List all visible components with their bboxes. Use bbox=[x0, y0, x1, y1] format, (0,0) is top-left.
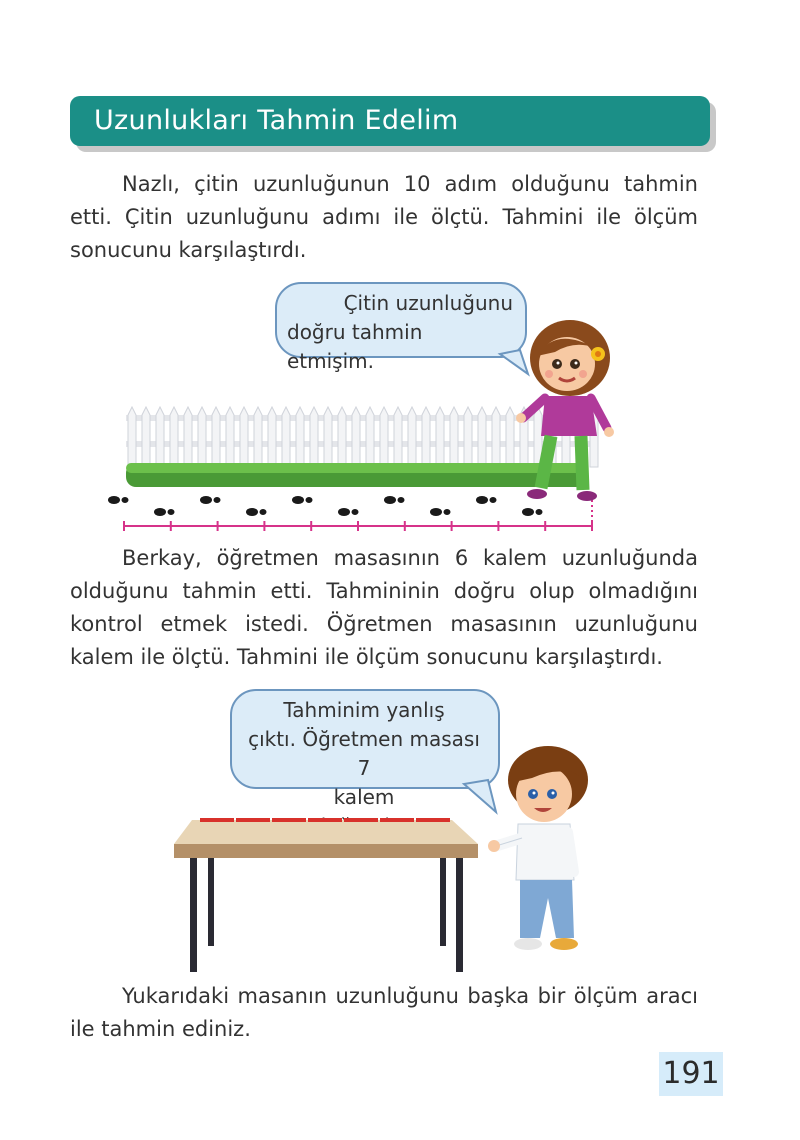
fence-picket bbox=[282, 407, 290, 467]
fence-picket bbox=[212, 407, 220, 467]
fence-picket bbox=[478, 407, 486, 467]
fence-picket bbox=[450, 407, 458, 467]
fence-picket bbox=[142, 407, 150, 467]
page-number-box bbox=[659, 1052, 723, 1096]
fence-picket bbox=[170, 407, 178, 467]
pencil bbox=[344, 818, 378, 822]
footprint-icon bbox=[154, 508, 175, 516]
pencil bbox=[416, 818, 450, 822]
girl-illustration bbox=[515, 318, 625, 508]
footprint-icon bbox=[430, 508, 451, 516]
fence-picket bbox=[338, 407, 346, 467]
fence-picket bbox=[310, 407, 318, 467]
pencil bbox=[308, 818, 342, 822]
bubble-line-2: doğru tahmin etmişim. bbox=[287, 320, 423, 373]
fence-picket bbox=[408, 407, 416, 467]
fence-picket bbox=[464, 407, 472, 467]
footprint-icon bbox=[476, 496, 497, 504]
pencil bbox=[380, 818, 414, 822]
page-title: Uzunlukları Tahmin Edelim bbox=[94, 105, 459, 136]
footprint-icon bbox=[246, 508, 267, 516]
footprint-icon bbox=[108, 496, 129, 504]
footprint-icon bbox=[384, 496, 405, 504]
paragraph-berkay: Berkay, öğretmen masasının 6 kalem uzunluğunda olduğunu tahmin etti. Tahmininin doğru olup olmadığını kontrol etmek istedi. Öğretmen masasının uzunluğunu kalem ile ölçtü. Tahmini ile ölçüm sonucunu karşılaştırdı. bbox=[70, 546, 698, 669]
page-number: 191 bbox=[662, 1056, 720, 1091]
title-bar bbox=[70, 96, 710, 146]
fence-picket bbox=[296, 407, 304, 467]
pencil bbox=[200, 818, 234, 822]
paragraph-nazli: Nazlı, çitin uzunluğunun 10 adım olduğunu tahmin etti. Çitin uzunluğunu adımı ile ölçtü. Tahmini ile ölçüm sonucunu karşılaştırdı. bbox=[70, 172, 698, 262]
boy-illustration bbox=[488, 742, 598, 962]
fence-picket bbox=[436, 407, 444, 467]
fence-picket bbox=[492, 407, 500, 467]
fence-picket bbox=[128, 407, 136, 467]
fence-picket bbox=[324, 407, 332, 467]
fence-picket bbox=[352, 407, 360, 467]
fence-picket bbox=[240, 407, 248, 467]
fence-picket bbox=[156, 407, 164, 467]
bubble-line-1: Tahminim yanlış bbox=[283, 698, 445, 722]
fence-picket bbox=[268, 407, 276, 467]
footprint-icon bbox=[522, 508, 543, 516]
fence-picket bbox=[226, 407, 234, 467]
fence-picket bbox=[394, 407, 402, 467]
bubble-line-2: çıktı. Öğretmen masası 7 bbox=[248, 727, 480, 780]
footprint-icon bbox=[200, 496, 221, 504]
fence-picket bbox=[380, 407, 388, 467]
paragraph-exercise: Yukarıdaki masanın uzunluğunu başka bir ölçüm aracı ile tahmin ediniz. bbox=[70, 984, 698, 1041]
bubble-line-1: Çitin uzunluğunu bbox=[343, 291, 513, 315]
footprint-icon bbox=[338, 508, 359, 516]
fence-picket bbox=[254, 407, 262, 467]
pencil bbox=[236, 818, 270, 822]
pencil bbox=[272, 818, 306, 822]
table-illustration bbox=[170, 810, 490, 980]
fence-picket bbox=[184, 407, 192, 467]
footprint-icon bbox=[292, 496, 313, 504]
fence-picket bbox=[198, 407, 206, 467]
fence-picket bbox=[506, 407, 514, 467]
bubble-line-3: kalem bbox=[333, 785, 395, 809]
fence-picket bbox=[422, 407, 430, 467]
fence-picket bbox=[366, 407, 374, 467]
